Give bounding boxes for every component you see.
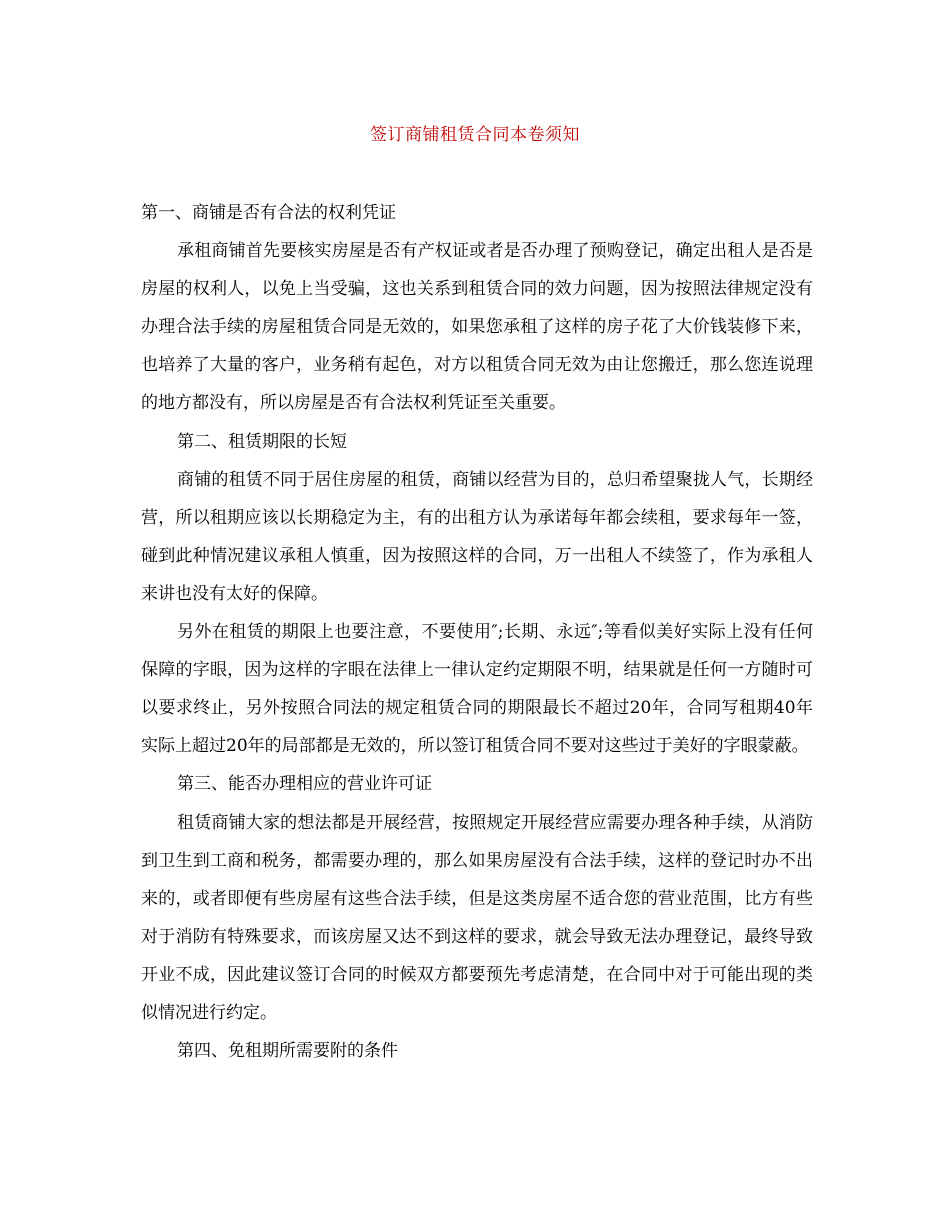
paragraph-2: 商铺的租赁不同于居住房屋的租赁，商铺以经营为目的，总归希望聚拢人气，长期经营，所以租期应该以长期稳定为主，有的出租方认为承诺每年都会续租，要求每年一签，碰到此种情况建议承租人慎重，因为按照这样的合同，万一出租人不续签了，作为承租人来讲也没有太好的保障。 xyxy=(141,469,813,604)
document-body xyxy=(141,194,813,1070)
section-heading-3: 第三、能否办理相应的营业许可证 xyxy=(177,774,432,795)
paragraph-4: 租赁商铺大家的想法都是开展经营，按照规定开展经营应需要办理各种手续，从消防到卫生到工商和税务，都需要办理的，那么如果房屋没有合法手续，这样的登记时办不出来的，或者即便有些房屋有这些合法手续，但是这类房屋不适合您的营业范围，比方有些对于消防有特殊要求，而该房屋又达不到这样的要求，就会导致无法办理登记，最终导致开业不成，因此建议签订合同的时候双方都要预先考虑清楚，在合同中对于可能出现的类似情况进行约定。 xyxy=(141,812,813,1023)
document-title: 签订商铺租赁合同本卷须知 xyxy=(370,125,580,145)
section-heading-1: 第一、商铺是否有合法的权利凭证 xyxy=(141,203,396,223)
paragraph-3: 另外在租赁的期限上也要注意，不要使用″;长期、永远″;等看似美好实际上没有任何保障的字眼，因为这样的字眼在法律上一律认定约定期限不明，结果就是任何一方随时可以要求终止，另外按照合同法的规定租赁合同的期限最长不超过20年，合同写租期40年实际上超过20年的局部都是无效的，所以签订租赁合同不要对这些过于美好的字眼蒙蔽。 xyxy=(141,622,813,757)
section-heading-4: 第四、免租期所需要附的条件 xyxy=(177,1041,398,1062)
section-heading-2: 第二、租赁期限的长短 xyxy=(177,431,347,452)
paragraph-1: 承租商铺首先要核实房屋是否有产权证或者是否办理了预购登记，确定出租人是否是房屋的权利人，以免上当受骗，这也关系到租赁合同的效力问题，因为按照法律规定没有办理合法手续的房屋租赁合同是无效的，如果您承租了这样的房子花了大价钱装修下来，也培养了大量的客户，业务稍有起色，对方以租赁合同无效为由让您搬迁，那么您连说理的地方都没有，所以房屋是否有合法权利凭证至关重要。 xyxy=(141,241,813,414)
